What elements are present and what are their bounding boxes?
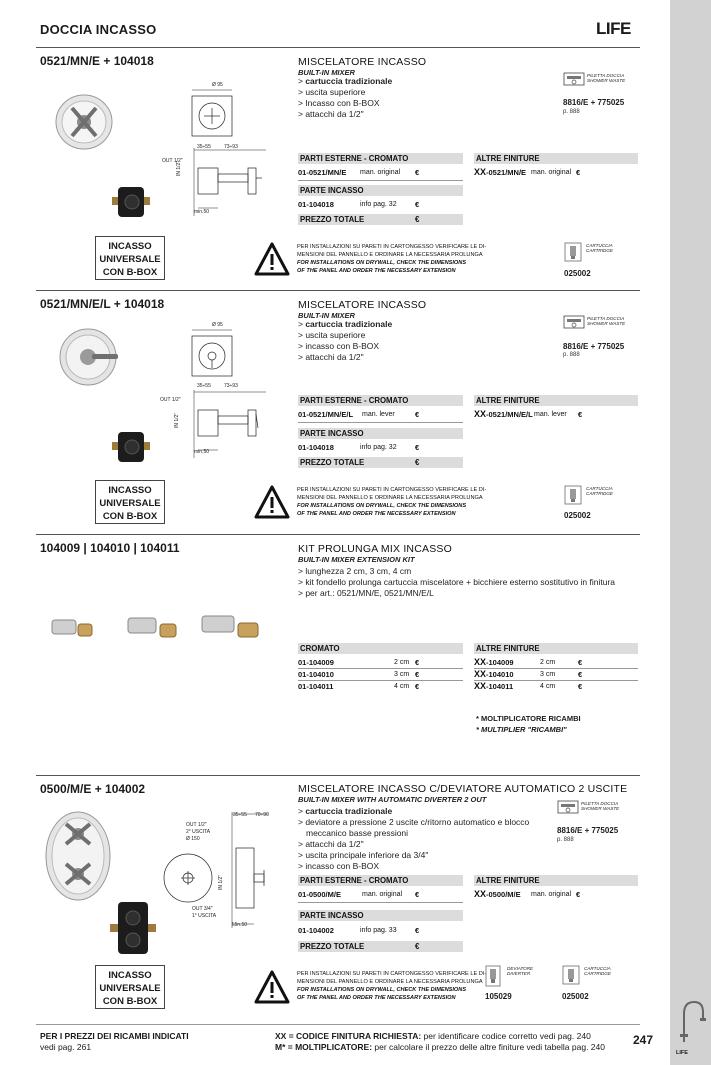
- s2-cartridge-code: 025002: [564, 511, 591, 520]
- s2-cartridge-labels: CARTUCCIA CARTRIDGE: [586, 486, 613, 496]
- s3-multiplier-en: * MULTIPLIER "RICAMBI": [476, 725, 567, 734]
- s2-waste-code: 8816/E + 775025: [563, 342, 625, 351]
- s2-shower-waste-icon: [563, 314, 585, 330]
- s2-features: > cartuccia tradizionale > uscita superiore > incasso con B-BOX > attacchi da 1/2": [298, 319, 393, 362]
- s4-dim-in: IN 1/2": [218, 874, 224, 890]
- s1-technical-drawing: [158, 80, 270, 220]
- s2-dim-min: min.50: [194, 449, 210, 455]
- s4-warning-icon: [254, 970, 290, 1004]
- section-rule-2: [36, 534, 640, 535]
- s1-ext-row: 01-0521/MN/E man. original €: [298, 168, 420, 177]
- s4-ext-row: 01-0500/M/E man. original €: [298, 890, 420, 899]
- s3-alt-row-2: XX-104010 3 cm €: [474, 669, 583, 679]
- s2-universal-box-badge: INCASSO UNIVERSALE CON B-BOX: [95, 480, 165, 524]
- s4-dim-min: Min.50: [232, 922, 248, 928]
- s3-alt-row-1: XX-104009 2 cm €: [474, 657, 583, 667]
- s1-cartridge-labels: CARTUCCIA CARTRIDGE: [586, 243, 613, 253]
- s1-cartridge-code: 025002: [564, 269, 591, 278]
- s1-inc-row: 01-104018 info pag. 32 €: [298, 200, 420, 209]
- s4-subtitle: BUILT-IN MIXER WITH AUTOMATIC DIVERTER 2 OUT: [298, 795, 487, 804]
- s2-cartridge-icon: [564, 485, 582, 505]
- s4-dim-out2: OUT 3/4": [192, 906, 213, 912]
- s3-row-2: 01-104010 3 cm €: [298, 670, 420, 679]
- s3-main-header: CROMATO: [298, 643, 463, 654]
- s1-cartridge-icon: [564, 242, 582, 262]
- s4-code: 0500/M/E + 104002: [40, 782, 146, 796]
- s3-title: KIT PROLUNGA MIX INCASSO: [298, 543, 452, 555]
- side-tab: [670, 0, 711, 1065]
- side-brand-label: LIFE: [676, 1050, 688, 1056]
- s1-mixer-photo: [50, 92, 120, 152]
- s4-dim-out2b: 1° USCITA: [192, 913, 217, 919]
- s2-inc-row: 01-104018 info pag. 32 €: [298, 443, 420, 452]
- s4-bbox-photo: [110, 900, 158, 958]
- s4-cartridge-icon: [562, 965, 580, 985]
- s1-code: 0521/MN/E + 104018: [40, 54, 154, 68]
- s4-inc-row: 01-104002 info pag. 33 €: [298, 926, 420, 935]
- s1-warning-text: PER INSTALLAZIONI SU PARETI IN CARTONGESSO VERIFICARE LE DI- MENSIONI DEL PANNELLO E ORDINARE LA NECESSARIA PROLUNGA FOR INSTALLATIONS ON DRYWALL, CHECK THE DIMENSIONS OF THE PANEL AND ORDER THE NECESSARY EXTENSION: [297, 244, 487, 274]
- s1-dim-b: 73÷93: [224, 144, 238, 150]
- s2-ext-row: 01-0521/MN/E/L man. lever €: [298, 410, 420, 419]
- section-rule-3: [36, 775, 640, 776]
- footer-legend: XX = CODICE FINITURA RICHIESTA: per identificare codice corretto vedi pag. 240 M* = MOLTIPLICATORE: per calcolare il prezzo delle altre finiture vedi tabella pag. 240: [275, 1031, 605, 1052]
- s4-cartridge-code: 025002: [562, 992, 589, 1001]
- s2-warning-text: PER INSTALLAZIONI SU PARETI IN CARTONGESSO VERIFICARE LE DI- MENSIONI DEL PANNELLO E ORDINARE LA NECESSARIA PROLUNGA FOR INSTALLATIONS ON DRYWALL, CHECK THE DIMENSIONS OF THE PANEL AND ORDER THE NECESSARY EXTENSION: [297, 487, 487, 517]
- s2-technical-drawing: [158, 322, 270, 462]
- s4-waste-labels: PILETTA DOCCIA SHOWER WASTE: [581, 801, 620, 811]
- section-rule-1: [36, 290, 640, 291]
- s4-diverter-labels: DEVIATORE DIVERTER: [507, 966, 534, 976]
- s2-alt-header: ALTRE FINITURE: [474, 395, 638, 406]
- s3-alt-row-3: XX-104011 4 cm €: [474, 681, 583, 691]
- s4-cartridge-labels: CARTUCCIA CARTRIDGE: [584, 966, 611, 976]
- footer-rule: [36, 1024, 640, 1025]
- s1-dim-out: OUT 1/2": [162, 158, 183, 164]
- s4-total-row: PREZZO TOTALE €: [298, 941, 463, 952]
- s2-waste-labels: PILETTA DOCCIA SHOWER WASTE: [587, 316, 626, 326]
- s4-mixer-photo: [42, 808, 114, 904]
- s3-features: > lunghezza 2 cm, 3 cm, 4 cm > kit fondello prolunga cartuccia miscelatore + bicchiere esterno sostitutivo in finitura > per art.: 0521/MN/E, 0521/MN/E/L: [298, 566, 616, 598]
- s2-dim-a: 35÷55: [197, 383, 211, 389]
- s2-total-row: PREZZO TOTALE €: [298, 457, 463, 468]
- s1-title: MISCELATORE INCASSO: [298, 56, 427, 68]
- s2-ext-header: PARTI ESTERNE - CROMATO: [298, 395, 463, 406]
- s2-dim-in: IN 1/2": [174, 412, 180, 428]
- s1-waste-code: 8816/E + 775025: [563, 98, 625, 107]
- s3-multiplier-it: * MOLTIPLICATORE RICAMBI: [476, 714, 581, 723]
- s1-inc-header: PARTE INCASSO: [298, 185, 463, 196]
- s3-code: 104009 | 104010 | 104011: [40, 541, 180, 555]
- s1-alt-header: ALTRE FINITURE: [474, 153, 638, 164]
- s2-dim-out: OUT 1/2": [160, 397, 181, 403]
- s1-universal-box-badge: INCASSO UNIVERSALE CON B-BOX: [95, 236, 165, 280]
- page-title: DOCCIA INCASSO: [40, 22, 157, 37]
- s1-total-row: PREZZO TOTALE €: [298, 214, 463, 225]
- s1-waste-labels: PILETTA DOCCIA SHOWER WASTE: [587, 73, 626, 83]
- s4-waste-page: p. 888: [557, 837, 574, 843]
- s4-waste-code: 8816/E + 775025: [557, 826, 619, 835]
- s2-dim-diameter: Ø 95: [212, 322, 223, 328]
- s4-diverter-icon: [485, 965, 501, 987]
- s3-extension-kit-photos: [48, 610, 270, 646]
- s2-mixer-photo: [56, 326, 126, 388]
- s1-features: > cartuccia tradizionale > uscita superiore > Incasso con B-BOX > attacchi da 1/2": [298, 76, 393, 119]
- s2-inc-header: PARTE INCASSO: [298, 428, 463, 439]
- s4-dim-out1: OUT 1/2": [186, 822, 207, 828]
- s1-bbox-photo: [112, 183, 152, 221]
- s2-alt-row: XX-0521/MN/E/L man. lever €: [474, 409, 583, 419]
- s4-universal-box-badge: INCASSO UNIVERSALE CON B-BOX: [95, 965, 165, 1009]
- page-number: 247: [633, 1033, 654, 1047]
- s4-inc-header: PARTE INCASSO: [298, 910, 463, 921]
- s3-row-1: 01-104009 2 cm €: [298, 658, 420, 667]
- s1-subtitle: BUILT-IN MIXER: [298, 68, 355, 77]
- s1-ext-header: PARTI ESTERNE - CROMATO: [298, 153, 463, 164]
- s4-shower-waste-icon: [557, 799, 579, 815]
- s1-waste-page: p. 888: [563, 109, 580, 115]
- s1-dim-in: IN 1/2": [176, 160, 182, 176]
- s2-warning-icon: [254, 485, 290, 519]
- brand-label: LIFE: [596, 19, 631, 38]
- s4-alt-row: XX-0500/M/E man. original €: [474, 889, 581, 899]
- s4-dim-a: 35÷55: [233, 812, 247, 818]
- s1-dim-a: 35÷55: [197, 144, 211, 150]
- s2-subtitle: BUILT-IN MIXER: [298, 311, 355, 320]
- s2-waste-page: p. 888: [563, 352, 580, 358]
- s4-diverter-code: 105029: [485, 992, 512, 1001]
- s1-dim-diameter: Ø 95: [212, 82, 223, 88]
- s4-title: MISCELATORE INCASSO C/DEVIATORE AUTOMATICO 2 USCITE: [298, 783, 628, 795]
- faucet-icon: [676, 998, 706, 1046]
- header-rule: [36, 47, 640, 48]
- s2-title: MISCELATORE INCASSO: [298, 299, 427, 311]
- s3-row-3: 01-104011 4 cm €: [298, 682, 420, 691]
- s4-dim-out1b: 2° USCITA: [186, 829, 211, 835]
- footer-left: PER I PREZZI DEI RICAMBI INDICATI vedi pag. 261: [40, 1031, 189, 1052]
- s1-shower-waste-icon: [563, 71, 585, 87]
- s4-features: > cartuccia tradizionale > deviatore a pressione 2 uscite c/ritorno automatico e blocco meccanico basse pressioni > attacchi da 1/2" > uscita principale inferiore da 3/4" > incasso con B-BOX: [298, 806, 530, 871]
- s2-dim-b: 73÷93: [224, 383, 238, 389]
- s4-dim-b: 70÷90: [255, 812, 269, 818]
- s4-ext-header: PARTI ESTERNE - CROMATO: [298, 875, 463, 886]
- s3-alt-header: ALTRE FINITURE: [474, 643, 638, 654]
- s4-alt-header: ALTRE FINITURE: [474, 875, 638, 886]
- s3-subtitle: BUILT-IN MIXER EXTENSION KIT: [298, 555, 415, 564]
- s2-code: 0521/MN/E/L + 104018: [40, 297, 165, 311]
- s4-dim-diameter: Ø 150: [186, 836, 200, 842]
- s1-dim-min: min.50: [194, 209, 210, 215]
- s1-alt-row: XX-0521/MN/E man. original €: [474, 167, 581, 177]
- s2-bbox-photo: [112, 428, 152, 466]
- s1-warning-icon: [254, 242, 290, 276]
- s4-warning-text: PER INSTALLAZIONI SU PARETI IN CARTONGESSO VERIFICARE LE DI- MENSIONI DEL PANNELLO E ORDINARE LA NECESSARIA PROLUNGA FOR INSTALLATIONS ON DRYWALL, CHECK THE DIMENSIONS OF THE PANEL AND ORDER THE NECESSARY EXTENSION: [297, 971, 487, 1001]
